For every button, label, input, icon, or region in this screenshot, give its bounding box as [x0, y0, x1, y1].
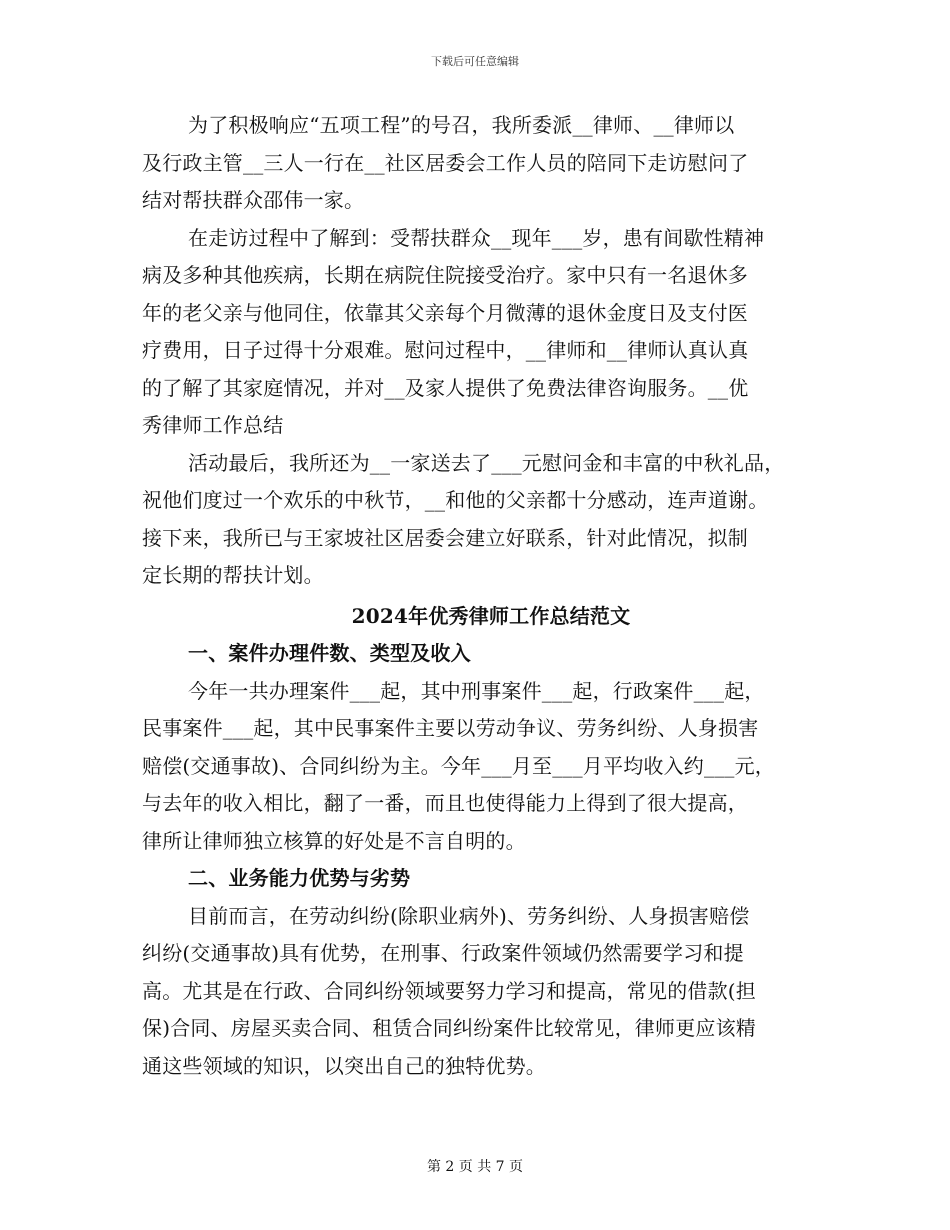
paragraph-line: 活动最后，我所还为__一家送去了___元慰问金和丰富的中秋礼品，: [188, 450, 785, 475]
paragraph-line: 病及多种其他疾病，长期在病院住院接受治疗。家中只有一名退休多: [142, 263, 748, 287]
paragraph-line: 的了解了其家庭情况，并对__及家人提供了免费法律咨询服务。__优: [142, 375, 749, 400]
paragraph-line: 通这些领域的知识，以突出自己的独特优势。: [142, 1053, 546, 1078]
paragraph-line: 定长期的帮扶计划。: [142, 563, 324, 587]
section-heading: 二、业务能力优势与劣势: [188, 866, 411, 890]
paragraph-line: 为了积极响应“五项工程”的号召，我所委派__律师、__律师以: [188, 113, 735, 137]
paragraph-line: 结对帮扶群众邵伟一家。: [142, 188, 365, 212]
paragraph-line: 疗费用，日子过得十分艰难。慰问过程中，__律师和__律师认真认真: [142, 338, 749, 362]
paragraph-line: 祝他们度过一个欢乐的中秋节，__和他的父亲都十分感动，连声道谢。: [142, 488, 769, 512]
section-heading: 一、案件办理件数、类型及收入: [188, 641, 471, 665]
paragraph-line: 与去年的收入相比，翻了一番，而且也使得能力上得到了很大提高，: [142, 791, 748, 815]
paragraph-line: 保)合同、房屋买卖合同、租赁合同纠纷案件比较常见，律师更应该精: [142, 1016, 757, 1040]
document-title: 2024年优秀律师工作总结范文: [351, 603, 631, 628]
paragraph-line: 接下来，我所已与王家坡社区居委会建立好联系，针对此情况，拟制: [142, 525, 748, 550]
paragraph-line: 纠纷(交通事故)具有优势，在刑事、行政案件领域仍然需要学习和提: [142, 941, 744, 965]
paragraph-line: 目前而言，在劳动纠纷(除职业病外)、劳务纠纷、人身损害赔偿: [188, 903, 750, 928]
paragraph-line: 民事案件___起，其中民事案件主要以劳动争议、劳务纠纷、人身损害: [142, 716, 759, 740]
paragraph-line: 赔偿(交通事故)、合同纠纷为主。今年___月至___月平均收入约___元，: [142, 753, 776, 778]
header-note: 下载后可任意编辑: [431, 55, 519, 68]
document-body: [142, 107, 832, 1085]
paragraph-line: 年的老父亲与他同住，依靠其父亲每个月微薄的退休金度日及支付医: [142, 300, 748, 325]
paragraph-line: 及行政主管__三人一行在__社区居委会工作人员的陪同下走访慰问了: [142, 150, 749, 175]
paragraph-line: 律所让律师独立核算的好处是不言自明的。: [142, 828, 526, 853]
paragraph-line: 秀律师工作总结: [142, 413, 284, 437]
page-number: 第 2 页 共 7 页: [426, 1159, 524, 1175]
paragraph-line: 在走访过程中了解到：受帮扶群众__现年___岁，患有间歇性精神: [188, 225, 765, 250]
paragraph-line: 今年一共办理案件___起，其中刑事案件___起，行政案件___起，: [188, 678, 765, 703]
paragraph-line: 高。尤其是在行政、合同纠纷领域要努力学习和提高，常见的借款(担: [142, 978, 757, 1003]
